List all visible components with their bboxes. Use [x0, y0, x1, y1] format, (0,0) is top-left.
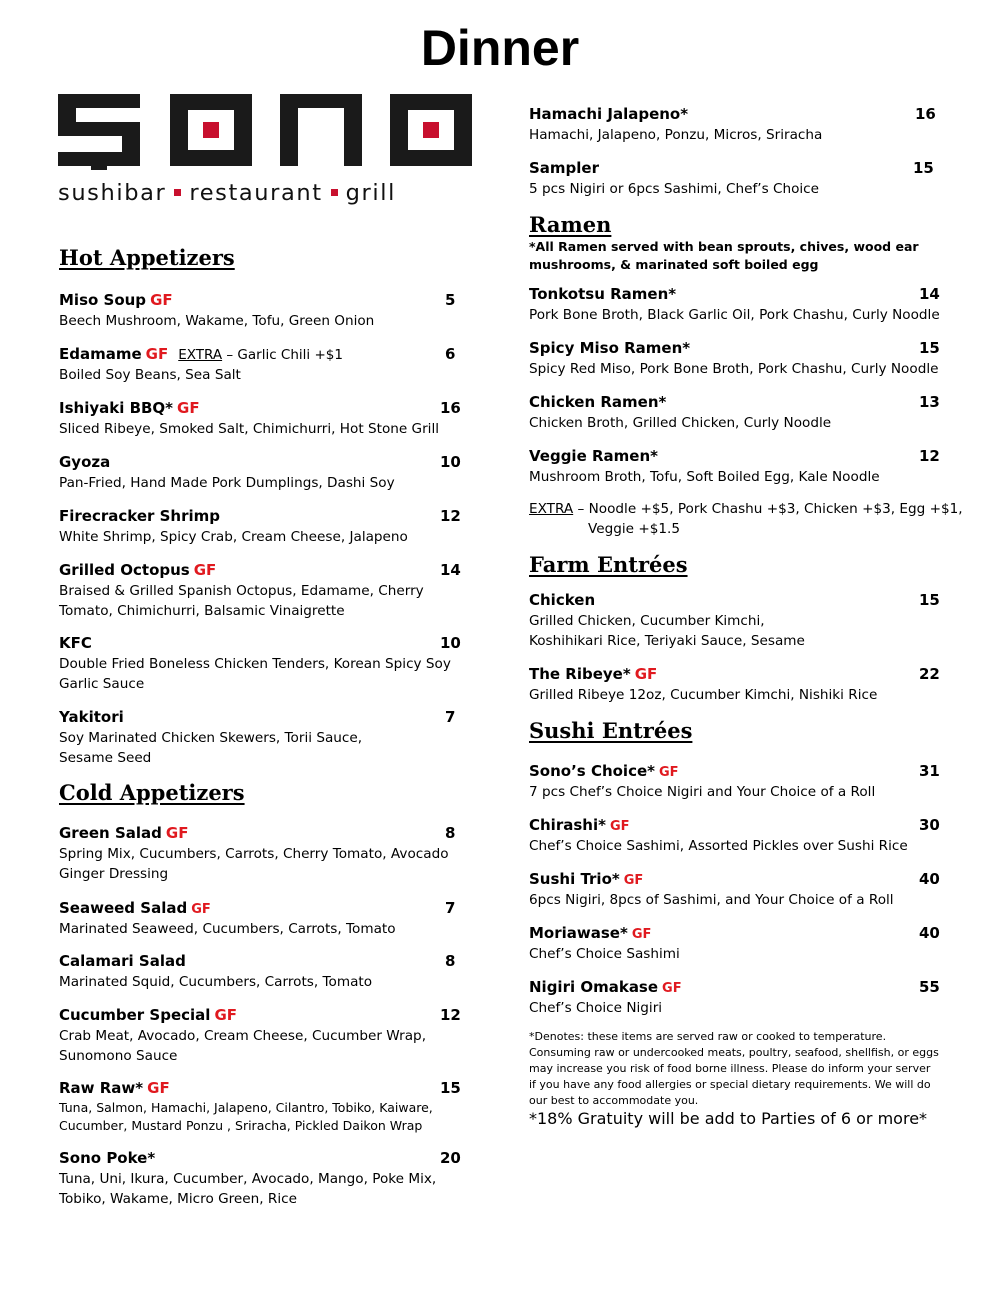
item-extra: EXTRA – Garlic Chili +$1: [178, 347, 343, 363]
item-price: 7: [445, 899, 456, 917]
item-price: 30: [919, 816, 940, 834]
item-price: 10: [440, 453, 461, 471]
menu-item: Firecracker Shrimp 12 White Shrimp, Spicy Crab, Cream Cheese, Jalapeno: [59, 507, 461, 545]
item-description: Tomato, Chimichurri, Balsamic Vinaigrette: [59, 603, 345, 619]
item-price: 15: [919, 339, 940, 357]
menu-item: Chirashi* GF 30 Chef’s Choice Sashimi, Assorted Pickles over Sushi Rice: [529, 816, 940, 854]
item-description: Pork Bone Broth, Black Garlic Oil, Pork Chashu, Curly Noodle: [529, 307, 940, 323]
item-description: Marinated Squid, Cucumbers, Carrots, Tomato: [59, 974, 373, 990]
section-heading-sushi-entrees: Sushi Entrées: [529, 718, 693, 743]
item-price: 20: [440, 1149, 461, 1167]
item-description: Spring Mix, Cucumbers, Carrots, Cherry Tomato, Avocado: [59, 846, 449, 862]
item-price: 7: [445, 708, 456, 726]
item-price: 8: [445, 824, 456, 842]
menu-item: Calamari Salad 8 Marinated Squid, Cucumbers, Carrots, Tomato: [59, 950, 461, 992]
gf-badge: GF: [165, 824, 189, 842]
item-description: Chef’s Choice Sashimi: [529, 946, 680, 962]
section-heading-ramen: Ramen: [529, 212, 612, 237]
menu-item: Nigiri Omakase GF 55 Chef’s Choice Nigiri: [529, 978, 940, 1016]
item-price: 12: [919, 447, 940, 465]
item-description: Pan-Fried, Hand Made Pork Dumplings, Dashi Soy: [59, 475, 395, 491]
item-description: Cucumber, Mustard Ponzu , Sriracha, Pickled Daikon Wrap: [59, 1118, 423, 1133]
gf-badge: GF: [145, 345, 169, 363]
item-price: 22: [919, 665, 940, 683]
item-description: Garlic Sauce: [59, 676, 145, 692]
gf-badge: GF: [177, 399, 200, 417]
item-price: 40: [919, 870, 940, 888]
gf-badge: GF: [214, 1006, 237, 1024]
section-heading-hot-appetizers: Hot Appetizers: [59, 245, 235, 270]
item-description: Mushroom Broth, Tofu, Soft Boiled Egg, Kale Noodle: [529, 469, 880, 485]
item-description: Tuna, Uni, Ikura, Cucumber, Avocado, Mango, Poke Mix,: [59, 1171, 437, 1187]
item-price: 13: [919, 393, 940, 411]
item-price: 8: [445, 952, 456, 970]
item-description: 7 pcs Chef’s Choice Nigiri and Your Choice of a Roll: [529, 784, 876, 800]
section-heading-farm-entrees: Farm Entrées: [529, 552, 688, 577]
item-price: 55: [919, 978, 940, 996]
gf-badge: GF: [662, 981, 682, 996]
sono-logo: [58, 94, 478, 209]
item-description: Tobiko, Wakame, Micro Green, Rice: [59, 1191, 297, 1207]
item-description: Chicken Broth, Grilled Chicken, Curly Noodle: [529, 415, 832, 431]
item-price: 16: [915, 105, 936, 123]
item-description: Soy Marinated Chicken Skewers, Torii Sauce,: [59, 730, 363, 746]
menu-item: Edamame GF EXTRA – Garlic Chili +$1 6 Boiled Soy Beans, Sea Salt: [59, 343, 461, 385]
item-description: Boiled Soy Beans, Sea Salt: [59, 367, 241, 383]
item-price: 14: [919, 285, 940, 303]
menu-item: Miso Soup GF 5 Beech Mushroom, Wakame, Tofu, Green Onion: [59, 289, 461, 331]
gf-badge: GF: [631, 927, 652, 942]
sono-wordmark-graphic: [58, 94, 478, 174]
menu-item: The Ribeye* GF 22 Grilled Ribeye 12oz, Cucumber Kimchi, Nishiki Rice: [529, 665, 940, 703]
gf-badge: GF: [623, 873, 644, 888]
menu-item: Cucumber Special GF 12 Crab Meat, Avocado, Cream Cheese, Cucumber Wrap, Sunomono Sauce: [59, 1006, 461, 1064]
item-price: 10: [440, 634, 461, 652]
item-description: Ginger Dressing: [59, 866, 169, 882]
item-description: White Shrimp, Spicy Crab, Cream Cheese, Jalapeno: [59, 529, 408, 545]
menu-item: Chicken Ramen* 13 Chicken Broth, Grilled Chicken, Curly Noodle: [529, 393, 940, 431]
item-description: Sesame Seed: [59, 750, 152, 766]
raw-food-disclaimer: *Denotes: these items are served raw or cooked to temperature. Consuming raw or undercooked meats, poultry, seafood, shellfish, or eggs may increase you risk of food borne illness. Please do inform your server if you have any food allergies or special dietary requirements. We will do our best to accommodate you.: [529, 1030, 939, 1107]
item-price: 16: [440, 399, 461, 417]
item-description: Grilled Chicken, Cucumber Kimchi,: [529, 613, 765, 629]
page-title: Dinner: [420, 20, 580, 76]
menu-item: Sushi Trio* GF 40 6pcs Nigiri, 8pcs of Sashimi, and Your Choice of a Roll: [529, 870, 940, 908]
menu-item: Grilled Octopus GF 14 Braised & Grilled Spanish Octopus, Edamame, Cherry Tomato, Chimichurri, Balsamic Vinaigrette: [59, 561, 461, 619]
item-price: 12: [440, 1006, 461, 1024]
item-price: 15: [440, 1079, 461, 1097]
item-price: 15: [913, 159, 934, 177]
gf-badge: GF: [609, 819, 630, 834]
item-description: Marinated Seaweed, Cucumbers, Carrots, Tomato: [59, 921, 396, 937]
menu-item: KFC 10 Double Fried Boneless Chicken Tenders, Korean Spicy Soy Garlic Sauce: [59, 634, 461, 692]
item-price: 31: [919, 762, 940, 780]
ramen-extras: EXTRA – Noodle +$5, Pork Chashu +$3, Chicken +$3, Egg +$1, Veggie +$1.5: [529, 501, 963, 537]
item-description: Braised & Grilled Spanish Octopus, Edamame, Cherry: [59, 583, 424, 599]
item-description: Chef’s Choice Sashimi, Assorted Pickles over Sushi Rice: [529, 838, 908, 854]
item-price: 12: [440, 507, 461, 525]
item-description: Double Fried Boneless Chicken Tenders, Korean Spicy Soy: [59, 656, 451, 672]
item-price: 5: [445, 291, 456, 309]
item-price: 40: [919, 924, 940, 942]
menu-item: Sono Poke* 20 Tuna, Uni, Ikura, Cucumber, Avocado, Mango, Poke Mix, Tobiko, Wakame, Micro Green, Rice: [59, 1149, 461, 1207]
gf-badge: GF: [191, 902, 211, 917]
item-description: Chef’s Choice Nigiri: [529, 1000, 663, 1016]
gf-badge: GF: [193, 561, 217, 579]
item-price: 14: [440, 561, 461, 579]
menu-item: Raw Raw* GF 15 Tuna, Salmon, Hamachi, Jalapeno, Cilantro, Tobiko, Kaiware, Cucumber, Mustard Ponzu , Sriracha, Pickled Daikon Wrap: [59, 1079, 461, 1133]
item-description: Grilled Ribeye 12oz, Cucumber Kimchi, Nishiki Rice: [529, 687, 878, 703]
menu-item: Moriawase* GF 40 Chef’s Choice Sashimi: [529, 924, 940, 962]
menu-item: Yakitori 7 Soy Marinated Chicken Skewers, Torii Sauce, Sesame Seed: [59, 706, 461, 768]
item-description: Koshihikari Rice, Teriyaki Sauce, Sesame: [529, 633, 805, 649]
menu-item: Green Salad GF 8 Spring Mix, Cucumbers, Carrots, Cherry Tomato, Avocado Ginger Dressing: [59, 822, 461, 884]
gf-badge: GF: [150, 291, 173, 309]
item-description: Sliced Ribeye, Smoked Salt, Chimichurri, Hot Stone Grill: [59, 421, 440, 437]
item-price: 6: [445, 345, 456, 363]
menu-item: Hamachi Jalapeno* 16 Hamachi, Jalapeno, Ponzu, Micros, Sriracha: [529, 103, 941, 145]
menu-item: Sampler 15 5 pcs Nigiri or 6pcs Sashimi, Chef’s Choice: [529, 157, 941, 199]
item-description: Spicy Red Miso, Pork Bone Broth, Pork Chashu, Curly Noodle: [529, 361, 939, 377]
item-description: 6pcs Nigiri, 8pcs of Sashimi, and Your Choice of a Roll: [529, 892, 894, 908]
gf-badge: GF: [658, 765, 679, 780]
gf-badge: GF: [147, 1079, 170, 1097]
menu-item: Spicy Miso Ramen* 15 Spicy Red Miso, Pork Bone Broth, Pork Chashu, Curly Noodle: [529, 339, 940, 377]
menu-item: Seaweed Salad GF 7 Marinated Seaweed, Cucumbers, Carrots, Tomato: [59, 897, 461, 939]
item-description: Crab Meat, Avocado, Cream Cheese, Cucumber Wrap,: [59, 1028, 427, 1044]
gratuity-note: *18% Gratuity will be add to Parties of 6 or more*: [529, 1109, 928, 1128]
logo-tagline: sushibar restaurant grill: [58, 180, 396, 206]
menu-item: Ishiyaki BBQ* GF 16 Sliced Ribeye, Smoked Salt, Chimichurri, Hot Stone Grill: [59, 399, 461, 437]
menu-item: Sono’s Choice* GF 31 7 pcs Chef’s Choice Nigiri and Your Choice of a Roll: [529, 762, 940, 800]
item-description: Sunomono Sauce: [59, 1048, 178, 1064]
item-description: Beech Mushroom, Wakame, Tofu, Green Onion: [59, 313, 375, 329]
menu-item: Chicken 15 Grilled Chicken, Cucumber Kimchi, Koshihikari Rice, Teriyaki Sauce, Sesame: [529, 591, 940, 649]
menu-item: Tonkotsu Ramen* 14 Pork Bone Broth, Black Garlic Oil, Pork Chashu, Curly Noodle: [529, 285, 940, 323]
item-price: 15: [919, 591, 940, 609]
item-description: 5 pcs Nigiri or 6pcs Sashimi, Chef’s Choice: [529, 181, 820, 197]
item-description: Hamachi, Jalapeno, Ponzu, Micros, Sriracha: [529, 127, 823, 143]
section-heading-cold-appetizers: Cold Appetizers: [59, 780, 245, 805]
menu-item: Gyoza 10 Pan-Fried, Hand Made Pork Dumplings, Dashi Soy: [59, 453, 461, 491]
ramen-note: *All Ramen served with bean sprouts, chives, wood ear mushrooms, & marinated soft boiled egg: [529, 239, 919, 272]
gf-badge: GF: [634, 665, 658, 683]
item-description: Tuna, Salmon, Hamachi, Jalapeno, Cilantro, Tobiko, Kaiware,: [59, 1100, 433, 1115]
menu-item: Veggie Ramen* 12 Mushroom Broth, Tofu, Soft Boiled Egg, Kale Noodle: [529, 447, 940, 485]
